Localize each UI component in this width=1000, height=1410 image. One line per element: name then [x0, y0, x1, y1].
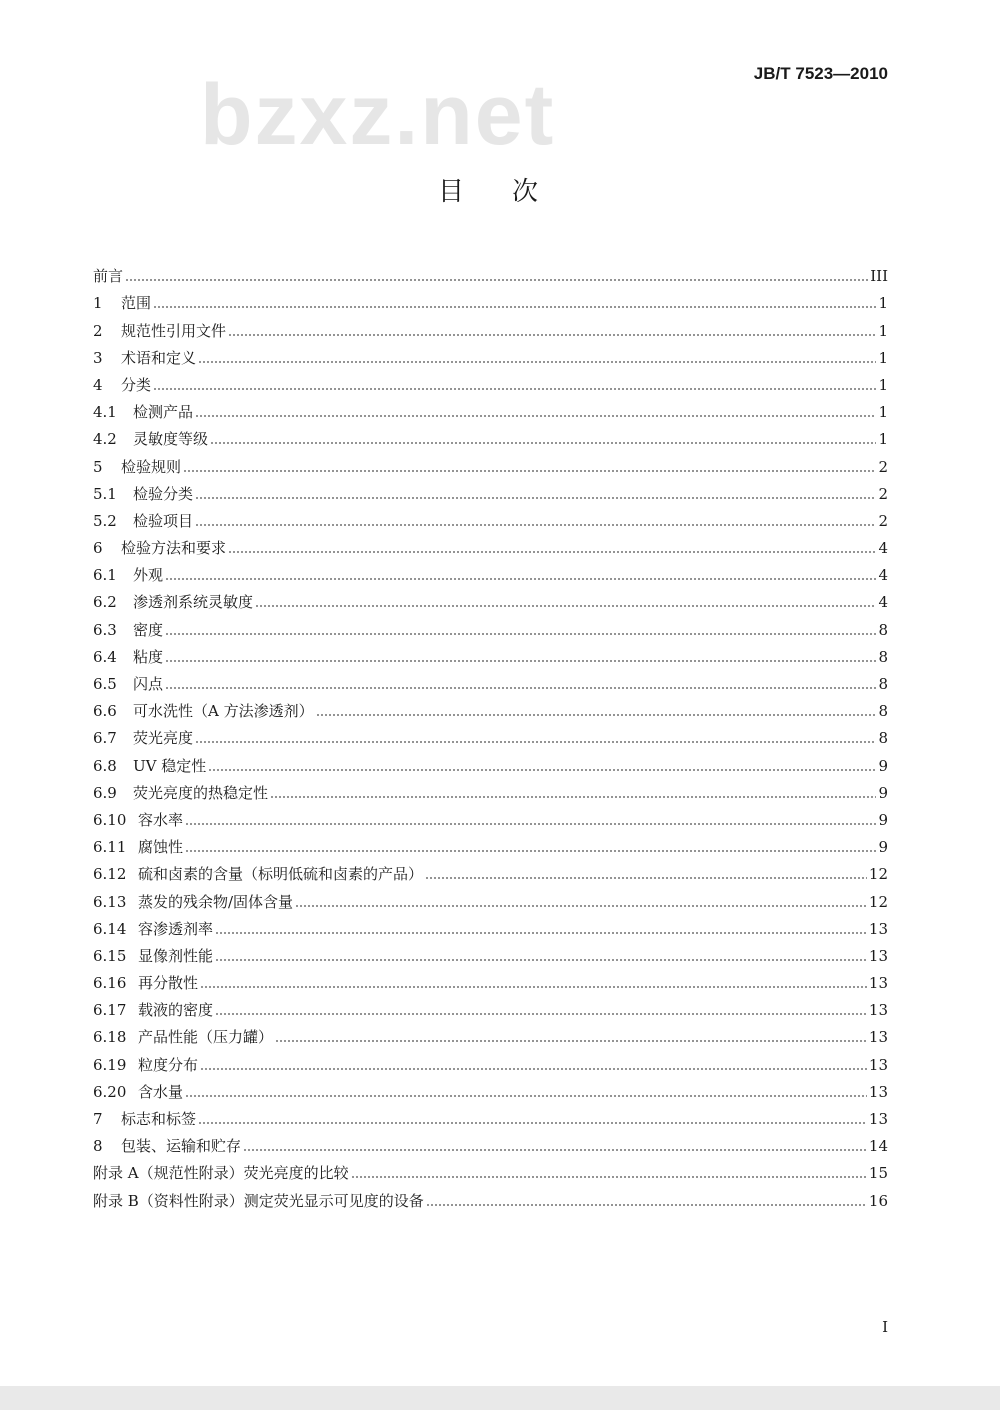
- toc-entry-label: 再分散性: [138, 974, 199, 993]
- toc-entry-page: 4: [878, 593, 888, 612]
- dot-leader: [195, 524, 876, 526]
- toc-entry[interactable]: [93, 479, 888, 506]
- dot-leader: [165, 633, 876, 635]
- dot-leader: [210, 442, 876, 444]
- toc-entry-number: 6.10: [93, 810, 127, 829]
- toc-entry-number: 6.11: [93, 838, 127, 857]
- toc-entry[interactable]: [93, 1104, 888, 1131]
- watermark: bzxz.net: [200, 67, 556, 163]
- toc-entry-number: 8: [93, 1137, 103, 1156]
- dot-leader: [165, 687, 876, 689]
- toc-entry-label: 载液的密度: [138, 1001, 214, 1020]
- toc-entry-page: 15: [868, 1164, 888, 1183]
- toc-entry-number: 3: [93, 348, 103, 367]
- toc-entry-page: 2: [878, 511, 888, 530]
- toc-entry-number: 4: [93, 375, 103, 394]
- dot-leader: [198, 361, 876, 363]
- dot-leader: [153, 306, 876, 308]
- dot-leader: [185, 850, 876, 852]
- toc-entry-number: 6.6: [93, 702, 117, 721]
- toc-entry-label: UV 稳定性: [133, 756, 207, 775]
- toc-entry[interactable]: [93, 533, 888, 560]
- toc-entry-number: 6: [93, 539, 103, 558]
- toc-entry-label: 包装、运输和贮存: [121, 1137, 242, 1156]
- dot-leader: [228, 334, 876, 336]
- toc-entry-page: 1: [878, 430, 888, 449]
- toc-entry-number: 5.1: [93, 484, 117, 503]
- toc-entry-label: 检验规则: [121, 457, 182, 476]
- dot-leader: [200, 1068, 867, 1070]
- dot-leader: [243, 1149, 867, 1151]
- toc-entry-page: III: [870, 267, 888, 286]
- dot-leader: [195, 415, 876, 417]
- toc-entry-page: 14: [868, 1137, 888, 1156]
- toc-entry-page: 2: [878, 484, 888, 503]
- dot-leader: [275, 1040, 867, 1042]
- toc-entry-page: 1: [878, 294, 888, 313]
- toc-entry-label: 前言: [93, 267, 124, 286]
- toc-entry[interactable]: [93, 886, 888, 913]
- toc-entry-number: 4.1: [93, 403, 117, 422]
- toc-entry-page: 8: [878, 729, 888, 748]
- toc-entry-page: 4: [878, 566, 888, 585]
- dot-leader: [125, 279, 868, 281]
- toc-entry-page: 1: [878, 403, 888, 422]
- toc-entry-number: 6.12: [93, 865, 127, 884]
- toc-entry[interactable]: [93, 1185, 888, 1212]
- toc-entry-label: 产品性能（压力罐）: [138, 1028, 274, 1047]
- dot-leader: [425, 877, 867, 879]
- dot-leader: [153, 388, 876, 390]
- toc-entry-page: 1: [878, 375, 888, 394]
- dot-leader: [215, 932, 867, 934]
- toc-entry-page: 9: [878, 838, 888, 857]
- toc-entry-page: 13: [868, 919, 888, 938]
- toc-entry-page: 2: [878, 457, 888, 476]
- toc-entry-page: 13: [868, 1028, 888, 1047]
- dot-leader: [426, 1204, 867, 1206]
- standard-number: JB/T 7523—2010: [753, 64, 888, 83]
- toc-entry[interactable]: [93, 750, 888, 777]
- toc-entry-label: 闪点: [133, 675, 164, 693]
- toc-entry-label: 检测产品: [133, 403, 194, 422]
- toc-entry-page: 9: [878, 783, 888, 802]
- dot-leader: [198, 1122, 867, 1124]
- toc-entry-number: 6.7: [93, 729, 117, 748]
- toc-entry-page: 9: [878, 756, 888, 775]
- dot-leader: [185, 1095, 867, 1097]
- dot-leader: [351, 1176, 867, 1178]
- toc-entry-number: 6.9: [93, 783, 117, 802]
- toc-entry-number: 6.18: [93, 1028, 127, 1047]
- toc-entry-number: 6.20: [93, 1082, 127, 1101]
- toc-entry-number: 2: [93, 321, 103, 340]
- toc-entry-page: 13: [868, 1082, 888, 1101]
- toc-entry-label: 附录 B（资料性附录）测定荧光显示可见度的设备: [93, 1191, 424, 1210]
- dot-leader: [228, 551, 876, 553]
- dot-leader: [270, 796, 876, 798]
- toc-entry-number: 6.3: [93, 620, 117, 639]
- dot-leader: [215, 1013, 867, 1015]
- toc-entry-number: 6.4: [93, 647, 117, 666]
- toc-entry-number: 6.8: [93, 756, 117, 775]
- toc-entry-label: 荧光亮度的热稳定性: [133, 783, 269, 802]
- toc-entry-page: 8: [878, 620, 888, 639]
- toc-entry-label: 硫和卤素的含量（标明低硫和卤素的产品）: [138, 865, 424, 884]
- toc-entry-label: 容渗透剂率: [138, 919, 214, 938]
- dot-leader: [215, 959, 867, 961]
- dot-leader: [185, 823, 876, 825]
- toc-entry-number: 5.2: [93, 511, 117, 530]
- toc-entry[interactable]: [93, 614, 888, 641]
- toc-entry[interactable]: [93, 1131, 888, 1158]
- toc-entry[interactable]: [93, 506, 888, 533]
- toc-entry-page: 12: [868, 865, 888, 884]
- toc-entry-page: 8: [878, 647, 888, 666]
- page-title: 目次: [438, 177, 587, 207]
- toc-entry-label: 检验项目: [133, 511, 194, 530]
- toc-entry[interactable]: [93, 397, 888, 424]
- toc-entry[interactable]: [93, 723, 888, 750]
- toc-entry-number: 6.15: [93, 946, 127, 965]
- toc-entry[interactable]: [93, 805, 888, 832]
- toc-entry-label: 灵敏度等级: [133, 430, 209, 449]
- toc-entry-label: 附录 A（规范性附录）荧光亮度的比较: [93, 1164, 349, 1183]
- toc-entry-number: 6.1: [93, 566, 117, 585]
- toc-entry-page: 9: [878, 810, 888, 829]
- toc-entry-page: 1: [878, 321, 888, 340]
- dot-leader: [316, 714, 877, 716]
- dot-leader: [195, 497, 876, 499]
- toc-entry-label: 容水率: [138, 810, 184, 829]
- toc-entry-label: 可水洗性（A 方法渗透剂）: [133, 702, 314, 721]
- toc-entry-label: 显像剂性能: [138, 946, 214, 965]
- toc-entry-label: 粘度: [133, 647, 164, 666]
- dot-leader: [295, 905, 867, 907]
- dot-leader: [200, 986, 867, 988]
- dot-leader: [165, 578, 876, 580]
- toc-entry-page: 1: [878, 348, 888, 367]
- dot-leader: [165, 660, 876, 662]
- toc-entry-page: 13: [868, 974, 888, 993]
- toc-entry-page: 16: [868, 1191, 888, 1210]
- toc-entry-label: 荧光亮度: [133, 729, 194, 748]
- toc-entry-number: 4.2: [93, 430, 117, 449]
- toc-entry-label: 检验分类: [133, 484, 194, 503]
- toc-entry[interactable]: [93, 778, 888, 805]
- toc-entry[interactable]: [93, 587, 888, 614]
- toc-entry-label: 渗透剂系统灵敏度: [133, 593, 254, 612]
- toc-entry-page: 13: [868, 946, 888, 965]
- dot-leader: [208, 769, 876, 771]
- toc-entry[interactable]: [93, 669, 888, 696]
- toc-entry[interactable]: [93, 642, 888, 669]
- toc-entry-page: 8: [878, 702, 888, 721]
- page-number: I: [882, 1318, 888, 1336]
- toc-entry-page: 4: [878, 539, 888, 558]
- toc-entry[interactable]: [93, 451, 888, 478]
- toc-entry-number: 5: [93, 457, 103, 476]
- toc-entry[interactable]: [93, 1158, 888, 1185]
- toc-entry[interactable]: [93, 315, 888, 342]
- toc-entry-page: 13: [868, 1110, 888, 1128]
- toc-entry[interactable]: [93, 560, 888, 587]
- toc-entry-label: 检验方法和要求: [121, 539, 227, 558]
- toc-entry[interactable]: [93, 1022, 888, 1049]
- toc-entry-label: 腐蚀性: [138, 838, 184, 857]
- toc-entry[interactable]: [93, 968, 888, 995]
- toc-entry[interactable]: [93, 424, 888, 451]
- toc-entry-number: 6.19: [93, 1055, 127, 1074]
- toc-entry[interactable]: [93, 914, 888, 941]
- toc-entry[interactable]: [93, 343, 888, 370]
- dot-leader: [195, 741, 876, 743]
- toc-entry-number: 6.16: [93, 974, 127, 993]
- toc-entry-label: 标志和标签: [121, 1110, 197, 1128]
- toc-entry-label: 密度: [133, 620, 164, 639]
- toc-entry-number: 6.17: [93, 1001, 127, 1020]
- table-of-contents: [93, 261, 888, 1213]
- toc-entry-page: 12: [868, 892, 888, 911]
- toc-entry[interactable]: [93, 696, 888, 723]
- toc-entry-number: 7: [93, 1110, 103, 1128]
- toc-entry[interactable]: [93, 941, 888, 968]
- toc-entry-label: 蒸发的残余物/固体含量: [138, 892, 294, 911]
- toc-entry-label: 规范性引用文件: [121, 321, 227, 340]
- toc-entry-page: 13: [868, 1055, 888, 1074]
- toc-entry-label: 范围: [121, 294, 152, 313]
- toc-entry-number: 6.2: [93, 593, 117, 612]
- toc-entry[interactable]: [93, 1077, 888, 1104]
- toc-entry-page: 8: [878, 675, 888, 693]
- toc-entry-number: 6.5: [93, 675, 117, 693]
- dot-leader: [183, 470, 876, 472]
- toc-entry-number: 6.13: [93, 892, 127, 911]
- toc-entry[interactable]: [93, 995, 888, 1022]
- toc-entry-page: 13: [868, 1001, 888, 1020]
- toc-entry-label: 外观: [133, 566, 164, 585]
- toc-entry-label: 术语和定义: [121, 348, 197, 367]
- bottom-band: [0, 1386, 1000, 1410]
- toc-entry-label: 分类: [121, 375, 152, 394]
- toc-entry[interactable]: [93, 261, 888, 288]
- toc-entry[interactable]: [93, 859, 888, 886]
- toc-entry-number: 6.14: [93, 919, 127, 938]
- toc-entry[interactable]: [93, 832, 888, 859]
- toc-entry[interactable]: [93, 370, 888, 397]
- toc-entry-label: 含水量: [138, 1082, 184, 1101]
- toc-entry-number: 1: [93, 294, 103, 313]
- toc-entry-label: 粒度分布: [138, 1055, 199, 1074]
- dot-leader: [255, 605, 876, 607]
- toc-entry[interactable]: [93, 1049, 888, 1076]
- toc-entry[interactable]: [93, 288, 888, 315]
